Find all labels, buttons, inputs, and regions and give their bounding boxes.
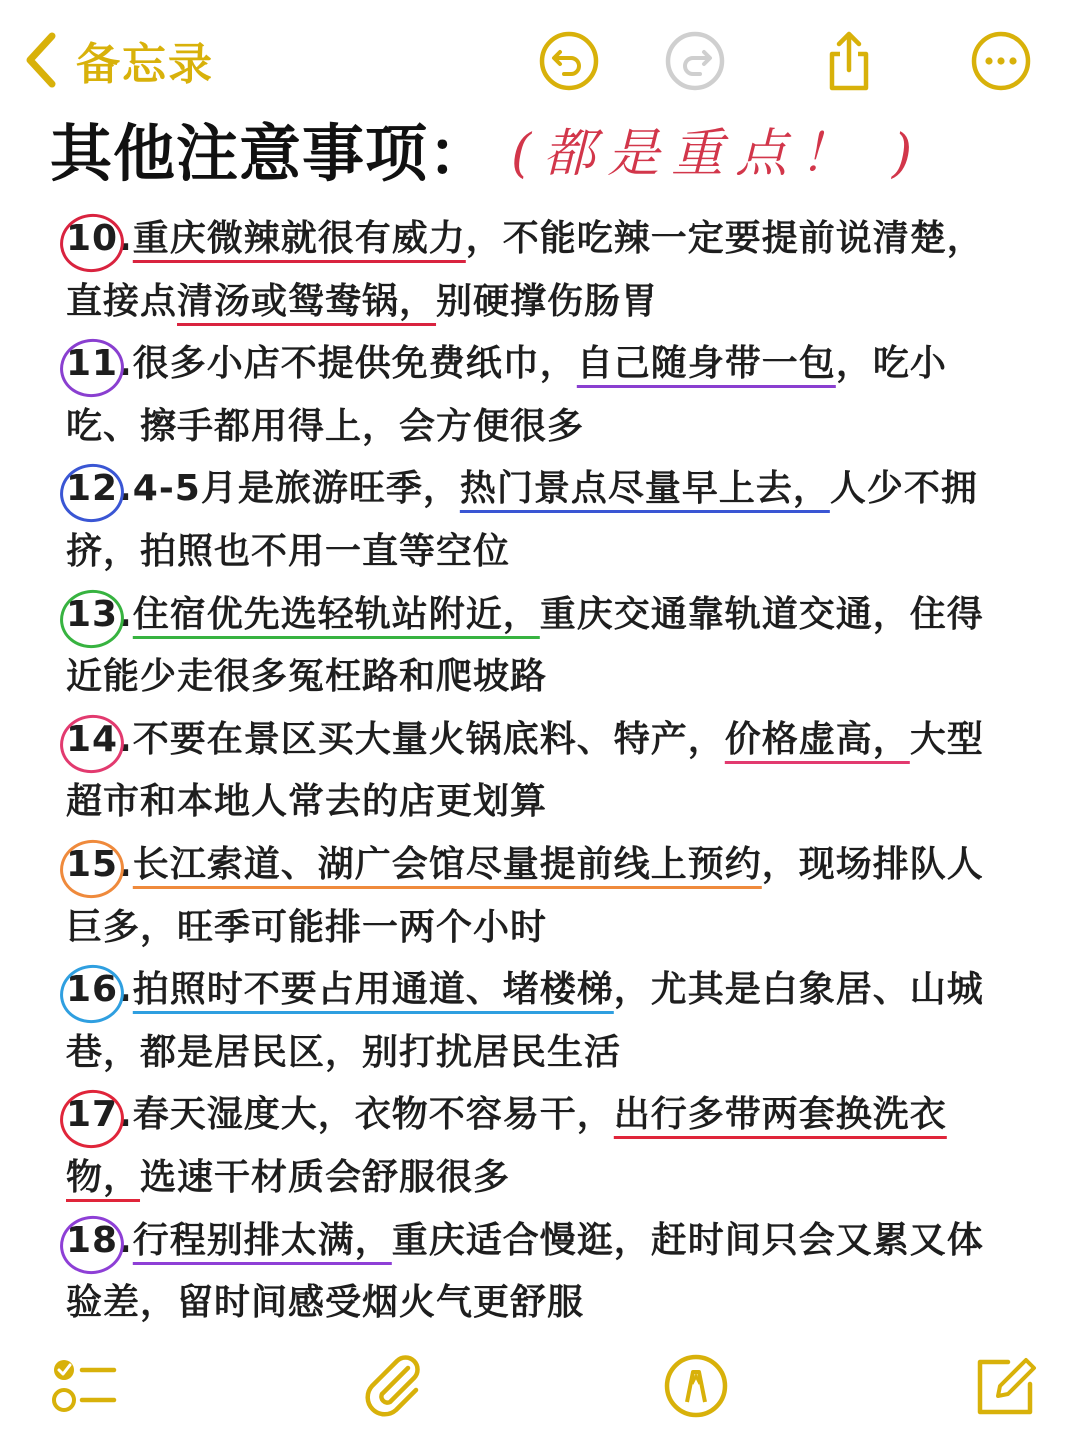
note-item	[66, 208, 1016, 333]
note-item	[66, 584, 1016, 709]
note-item-number: 14.	[66, 709, 133, 772]
note-title	[50, 108, 924, 188]
note-item	[66, 834, 1016, 959]
note-item-number: 18.	[66, 1210, 133, 1273]
note-item	[66, 709, 1016, 834]
back-button[interactable]	[22, 28, 214, 92]
note-text: 很多小店不提供免费纸巾，	[132, 343, 577, 385]
note-title-main: 其他注意事项：	[50, 116, 492, 190]
note-text: ，吃小吃、擦手都用得上，会方便很多	[66, 343, 947, 447]
note-item	[66, 959, 1016, 1084]
paperclip-icon[interactable]	[356, 1350, 428, 1422]
note-item	[66, 1210, 1016, 1335]
note-text: 大型超市和本地人常去的店更划算	[66, 718, 984, 823]
note-item-number: 15.	[66, 834, 133, 897]
highlighted-text: 拍照时不要占用通道、堵楼梯	[132, 969, 614, 1011]
checklist-icon[interactable]	[48, 1350, 120, 1422]
note-text: 不要在景区买大量火锅底料、特产，	[132, 718, 725, 760]
more-icon[interactable]	[970, 30, 1032, 92]
note-text: 春天湿度大，衣物不容易干，	[132, 1094, 614, 1136]
bottom-toolbar	[0, 1340, 1080, 1440]
note-text: 重庆交通靠轨道交通，住得近能少走很多冤枉路和爬坡路	[66, 593, 984, 698]
highlighted-text: 行程别排太满，	[132, 1219, 392, 1261]
note-text: 4-5月是旅游旺季，	[132, 468, 460, 510]
note-item-number: 12.	[66, 458, 133, 521]
compose-icon[interactable]	[970, 1350, 1042, 1422]
note-text: 人少不拥挤，拍照也不用一直等空位	[66, 468, 978, 572]
note-text: 选速干材质会舒服很多	[140, 1156, 511, 1198]
note-item	[66, 333, 1016, 458]
redo-icon[interactable]	[664, 30, 726, 92]
note-item	[66, 1084, 1016, 1209]
highlighted-text: 热门景点尽量早上去，	[459, 468, 830, 510]
markup-pen-icon[interactable]	[660, 1350, 732, 1422]
note-item-number: 17.	[66, 1084, 133, 1147]
note-text: ，现场排队人巨多，旺季可能排一两个小时	[66, 843, 984, 948]
note-text: ，尤其是白象居、山城巷，都是居民区，别打扰居民生活	[66, 969, 984, 1073]
note-item-number: 10.	[66, 208, 133, 271]
note-title-annotation: (都是重点！ )	[511, 123, 925, 184]
back-label: 备忘录	[76, 39, 214, 90]
highlighted-text: 重庆微辣就很有威力	[132, 218, 466, 259]
highlighted-text: 自己随身带一包	[576, 343, 836, 385]
chevron-left-icon	[22, 30, 58, 90]
undo-icon[interactable]	[538, 30, 600, 92]
top-toolbar	[0, 0, 1080, 120]
highlighted-text: 清汤或鸳鸯锅，	[177, 280, 437, 322]
highlighted-text: 住宿优先选轻轨站附近，	[132, 593, 540, 635]
note-item-number: 13.	[66, 584, 133, 647]
highlighted-text: 出行多带两套换洗衣物，	[66, 1094, 947, 1198]
share-icon[interactable]	[818, 30, 880, 92]
note-body[interactable]	[66, 208, 1016, 1335]
note-text: 别硬撑伤肠胃	[436, 280, 659, 322]
highlighted-text: 价格虚高，	[724, 718, 910, 760]
note-item	[66, 458, 1016, 583]
note-text: 重庆适合慢逛，赶时间只会又累又体验差，留时间感受烟火气更舒服	[66, 1219, 984, 1324]
note-item-number: 16.	[66, 959, 133, 1022]
note-text: ，不能吃辣一定要提前说清楚，直接点	[66, 218, 984, 322]
note-item-number: 11.	[66, 333, 133, 396]
highlighted-text: 长江索道、湖广会馆尽量提前线上预约	[132, 843, 762, 885]
